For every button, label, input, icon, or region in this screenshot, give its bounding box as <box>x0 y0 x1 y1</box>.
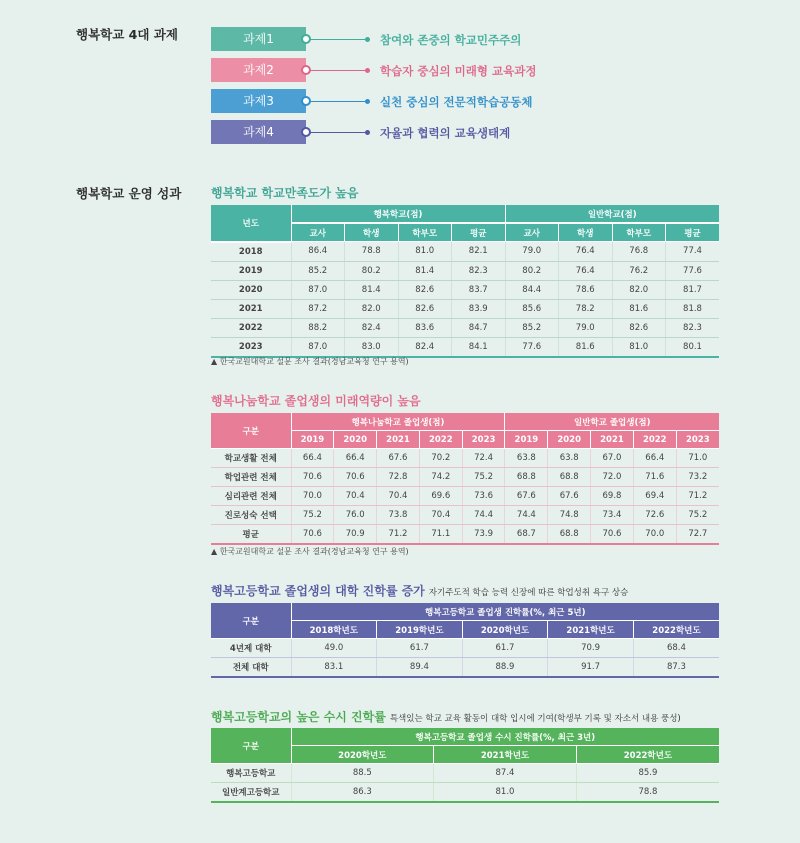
task-end-dot-icon <box>365 99 370 104</box>
early-admission-table <box>211 728 719 803</box>
column-header: 2022학년도 <box>633 621 719 639</box>
table-cell: 84.1 <box>452 337 506 357</box>
table-cell: 85.9 <box>576 764 719 783</box>
table-row <box>211 658 719 678</box>
table-cell: 81.6 <box>612 299 666 318</box>
university-subtitle: 자기주도적 학습 능력 신장에 따른 학업성취 욕구 상승 <box>428 588 629 598</box>
table-cell: 83.1 <box>291 658 377 678</box>
task-connector-line <box>306 39 368 40</box>
row-header: 구분 <box>211 413 291 449</box>
future-title: 행복나눔학교 졸업생의 미래역량이 높음 <box>211 394 421 408</box>
table-cell: 84.7 <box>452 318 506 337</box>
row-label: 학업관련 전체 <box>211 468 291 487</box>
table-cell: 82.0 <box>612 280 666 299</box>
table-cell: 85.6 <box>505 299 559 318</box>
table-row <box>211 261 719 280</box>
column-header: 학생 <box>345 223 399 242</box>
table-cell: 88.5 <box>291 764 434 783</box>
row-label: 진로성숙 선택 <box>211 506 291 525</box>
group-header-early-admission-rate: 행복고등학교 졸업생 수시 진학률(%, 최근 3년) <box>291 728 719 746</box>
table-cell: 66.4 <box>633 449 676 468</box>
column-header: 2023 <box>462 431 505 449</box>
table-cell: 67.6 <box>548 487 591 506</box>
table-cell: 79.0 <box>505 242 559 262</box>
table-cell: 88.2 <box>291 318 345 337</box>
table-row <box>211 299 719 318</box>
university-table <box>211 603 719 678</box>
task-end-dot-icon <box>365 68 370 73</box>
table-cell: 76.2 <box>612 261 666 280</box>
table-cell: 71.6 <box>633 468 676 487</box>
table-cell: 76.0 <box>334 506 377 525</box>
table-cell: 70.0 <box>291 487 334 506</box>
table-cell: 74.8 <box>548 506 591 525</box>
table-cell: 80.2 <box>345 261 399 280</box>
table-cell: 72.7 <box>676 525 719 545</box>
row-label: 학교생활 전체 <box>211 449 291 468</box>
table-cell: 81.6 <box>559 337 613 357</box>
table-cell: 73.2 <box>676 468 719 487</box>
table-row <box>211 487 719 506</box>
column-header: 2018학년도 <box>291 621 377 639</box>
task-description-2: 학습자 중심의 미래형 교육과정 <box>380 64 537 78</box>
column-header: 학부모 <box>612 223 666 242</box>
column-header: 2020 <box>548 431 591 449</box>
row-label: 2022 <box>211 318 291 337</box>
column-header: 교사 <box>291 223 345 242</box>
future-table <box>211 413 719 545</box>
table-cell: 82.0 <box>345 299 399 318</box>
table-cell: 86.4 <box>291 242 345 262</box>
table-cell: 74.4 <box>462 506 505 525</box>
task-end-dot-icon <box>365 130 370 135</box>
table-cell: 70.6 <box>591 525 634 545</box>
table-row <box>211 468 719 487</box>
table-cell: 74.2 <box>419 468 462 487</box>
row-header: 년도 <box>211 205 291 242</box>
task-tag-2: 과제2 <box>211 58 306 82</box>
column-header: 2022 <box>419 431 462 449</box>
table-cell: 73.9 <box>462 525 505 545</box>
satisfaction-table <box>211 205 719 358</box>
table-cell: 82.3 <box>666 318 720 337</box>
task-tag-1: 과제1 <box>211 27 306 51</box>
table-cell: 81.0 <box>434 783 577 803</box>
column-header: 2021 <box>377 431 420 449</box>
table-row <box>211 318 719 337</box>
table-cell: 81.0 <box>398 242 452 262</box>
table-cell: 75.2 <box>291 506 334 525</box>
group-header-general-graduates: 일반학교 졸업생(점) <box>505 413 719 431</box>
table-cell: 77.6 <box>505 337 559 357</box>
table-cell: 82.4 <box>345 318 399 337</box>
column-header: 2019 <box>291 431 334 449</box>
task-tag-3: 과제3 <box>211 89 306 113</box>
table-row <box>211 449 719 468</box>
table-cell: 73.6 <box>462 487 505 506</box>
table-cell: 72.0 <box>591 468 634 487</box>
column-header: 평균 <box>452 223 506 242</box>
table-cell: 87.0 <box>291 337 345 357</box>
results-section-label: 행복학교 운영 성과 <box>76 186 182 201</box>
table-cell: 72.8 <box>377 468 420 487</box>
table-cell: 87.2 <box>291 299 345 318</box>
early-admission-subtitle: 특색있는 학교 교육 활동이 대학 입시에 기여(학생부 기록 및 자소서 내용 풍성) <box>389 714 681 724</box>
task-connector-line <box>306 132 368 133</box>
table-cell: 71.1 <box>419 525 462 545</box>
row-label: 일반계고등학교 <box>211 783 291 803</box>
table-cell: 69.6 <box>419 487 462 506</box>
column-header: 2023 <box>676 431 719 449</box>
table-cell: 87.4 <box>434 764 577 783</box>
table-cell: 76.8 <box>612 242 666 262</box>
table-cell: 68.8 <box>548 468 591 487</box>
table-cell: 66.4 <box>291 449 334 468</box>
table-cell: 81.4 <box>398 261 452 280</box>
table-cell: 70.0 <box>633 525 676 545</box>
row-header: 구분 <box>211 603 291 639</box>
column-header: 2019학년도 <box>377 621 463 639</box>
row-label: 전체 대학 <box>211 658 291 678</box>
table-cell: 85.2 <box>291 261 345 280</box>
table-cell: 82.3 <box>452 261 506 280</box>
table-cell: 79.0 <box>559 318 613 337</box>
table-row <box>211 525 719 545</box>
table-cell: 70.2 <box>419 449 462 468</box>
table-cell: 70.4 <box>419 506 462 525</box>
table-row <box>211 506 719 525</box>
table-cell: 71.2 <box>676 487 719 506</box>
satisfaction-title: 행복학교 학교만족도가 높음 <box>211 186 359 200</box>
table-cell: 78.6 <box>559 280 613 299</box>
table-row <box>211 764 719 783</box>
future-source-note: ▲ 한국교원대학교 설문 조사 결과(경남교육청 연구 용역) <box>211 547 409 556</box>
row-label: 2018 <box>211 242 291 262</box>
table-cell: 70.4 <box>377 487 420 506</box>
early-admission-title <box>211 708 681 725</box>
table-cell: 69.4 <box>633 487 676 506</box>
table-cell: 76.4 <box>559 261 613 280</box>
table-cell: 81.4 <box>345 280 399 299</box>
satisfaction-source-note: ▲ 한국교원대학교 설문 조사 결과(경남교육청 연구 용역) <box>211 357 409 366</box>
task-connector-line <box>306 70 368 71</box>
table-cell: 82.4 <box>398 337 452 357</box>
table-cell: 81.7 <box>666 280 720 299</box>
table-cell: 75.2 <box>462 468 505 487</box>
table-cell: 63.8 <box>505 449 548 468</box>
column-header: 2021학년도 <box>434 746 577 764</box>
table-cell: 78.8 <box>345 242 399 262</box>
table-cell: 81.0 <box>612 337 666 357</box>
column-header: 2020 <box>334 431 377 449</box>
table-cell: 83.9 <box>452 299 506 318</box>
table-cell: 70.6 <box>291 525 334 545</box>
column-header: 2020학년도 <box>291 746 434 764</box>
table-cell: 61.7 <box>377 639 463 658</box>
column-header: 학생 <box>559 223 613 242</box>
table-cell: 70.9 <box>334 525 377 545</box>
task-ring-dot-icon <box>301 127 311 137</box>
task-ring-dot-icon <box>301 96 311 106</box>
table-cell: 78.8 <box>576 783 719 803</box>
table-cell: 67.0 <box>591 449 634 468</box>
task-tag-4: 과제4 <box>211 120 306 144</box>
table-cell: 71.2 <box>377 525 420 545</box>
row-header: 구분 <box>211 728 291 764</box>
column-header: 평균 <box>666 223 720 242</box>
task-description-4: 자율과 협력의 교육생태계 <box>380 126 511 140</box>
table-cell: 67.6 <box>377 449 420 468</box>
table-cell: 82.6 <box>612 318 666 337</box>
table-cell: 87.0 <box>291 280 345 299</box>
task-connector-line <box>306 101 368 102</box>
table-cell: 75.2 <box>676 506 719 525</box>
table-cell: 70.6 <box>334 468 377 487</box>
table-cell: 77.6 <box>666 261 720 280</box>
tasks-section-label: 행복학교 4대 과제 <box>76 27 178 42</box>
table-row <box>211 280 719 299</box>
table-cell: 81.8 <box>666 299 720 318</box>
university-title-text: 행복고등학교 졸업생의 대학 진학률 증가 <box>211 584 425 598</box>
table-cell: 49.0 <box>291 639 377 658</box>
table-cell: 71.0 <box>676 449 719 468</box>
table-cell: 68.7 <box>505 525 548 545</box>
group-header-happy-school: 행복학교(점) <box>291 205 505 223</box>
group-header-happy-share-graduates: 행복나눔학교 졸업생(점) <box>291 413 505 431</box>
table-cell: 89.4 <box>377 658 463 678</box>
table-cell: 68.8 <box>505 468 548 487</box>
table-cell: 78.2 <box>559 299 613 318</box>
table-cell: 91.7 <box>548 658 634 678</box>
table-cell: 83.7 <box>452 280 506 299</box>
task-ring-dot-icon <box>301 65 311 75</box>
table-row <box>211 337 719 357</box>
table-cell: 72.6 <box>633 506 676 525</box>
row-label: 심리관련 전체 <box>211 487 291 506</box>
column-header: 2019 <box>505 431 548 449</box>
table-cell: 68.8 <box>548 525 591 545</box>
university-title <box>211 582 628 599</box>
table-cell: 63.8 <box>548 449 591 468</box>
row-label: 평균 <box>211 525 291 545</box>
table-cell: 83.0 <box>345 337 399 357</box>
table-cell: 82.6 <box>398 280 452 299</box>
column-header: 교사 <box>505 223 559 242</box>
table-cell: 74.4 <box>505 506 548 525</box>
table-cell: 87.3 <box>633 658 719 678</box>
row-label: 2021 <box>211 299 291 318</box>
table-cell: 72.4 <box>462 449 505 468</box>
table-cell: 76.4 <box>559 242 613 262</box>
task-description-1: 참여와 존중의 학교민주주의 <box>380 33 522 47</box>
task-end-dot-icon <box>365 37 370 42</box>
table-cell: 68.4 <box>633 639 719 658</box>
group-header-general-school: 일반학교(점) <box>505 205 719 223</box>
row-label: 4년제 대학 <box>211 639 291 658</box>
task-description-3: 실천 중심의 전문적학습공동체 <box>380 95 533 109</box>
table-cell: 80.1 <box>666 337 720 357</box>
table-cell: 67.6 <box>505 487 548 506</box>
table-cell: 61.7 <box>462 639 548 658</box>
table-cell: 73.4 <box>591 506 634 525</box>
row-label: 2020 <box>211 280 291 299</box>
table-cell: 88.9 <box>462 658 548 678</box>
table-cell: 70.4 <box>334 487 377 506</box>
table-row <box>211 242 719 262</box>
table-cell: 85.2 <box>505 318 559 337</box>
column-header: 2022 <box>633 431 676 449</box>
column-header: 학부모 <box>398 223 452 242</box>
column-header: 2022학년도 <box>576 746 719 764</box>
table-cell: 80.2 <box>505 261 559 280</box>
row-label: 2023 <box>211 337 291 357</box>
task-ring-dot-icon <box>301 34 311 44</box>
row-label: 행복고등학교 <box>211 764 291 783</box>
table-cell: 66.4 <box>334 449 377 468</box>
early-admission-title-text: 행복고등학교의 높은 수시 진학률 <box>211 710 386 724</box>
column-header: 2020학년도 <box>462 621 548 639</box>
table-cell: 86.3 <box>291 783 434 803</box>
table-cell: 69.8 <box>591 487 634 506</box>
table-cell: 84.4 <box>505 280 559 299</box>
column-header: 2021 <box>591 431 634 449</box>
table-cell: 82.1 <box>452 242 506 262</box>
table-cell: 70.9 <box>548 639 634 658</box>
table-cell: 77.4 <box>666 242 720 262</box>
column-header: 2021학년도 <box>548 621 634 639</box>
table-row <box>211 783 719 803</box>
row-label: 2019 <box>211 261 291 280</box>
group-header-university-rate: 행복고등학교 졸업생 진학률(%, 최근 5년) <box>291 603 719 621</box>
table-cell: 73.8 <box>377 506 420 525</box>
table-cell: 83.6 <box>398 318 452 337</box>
table-cell: 82.6 <box>398 299 452 318</box>
table-cell: 70.6 <box>291 468 334 487</box>
table-row <box>211 639 719 658</box>
